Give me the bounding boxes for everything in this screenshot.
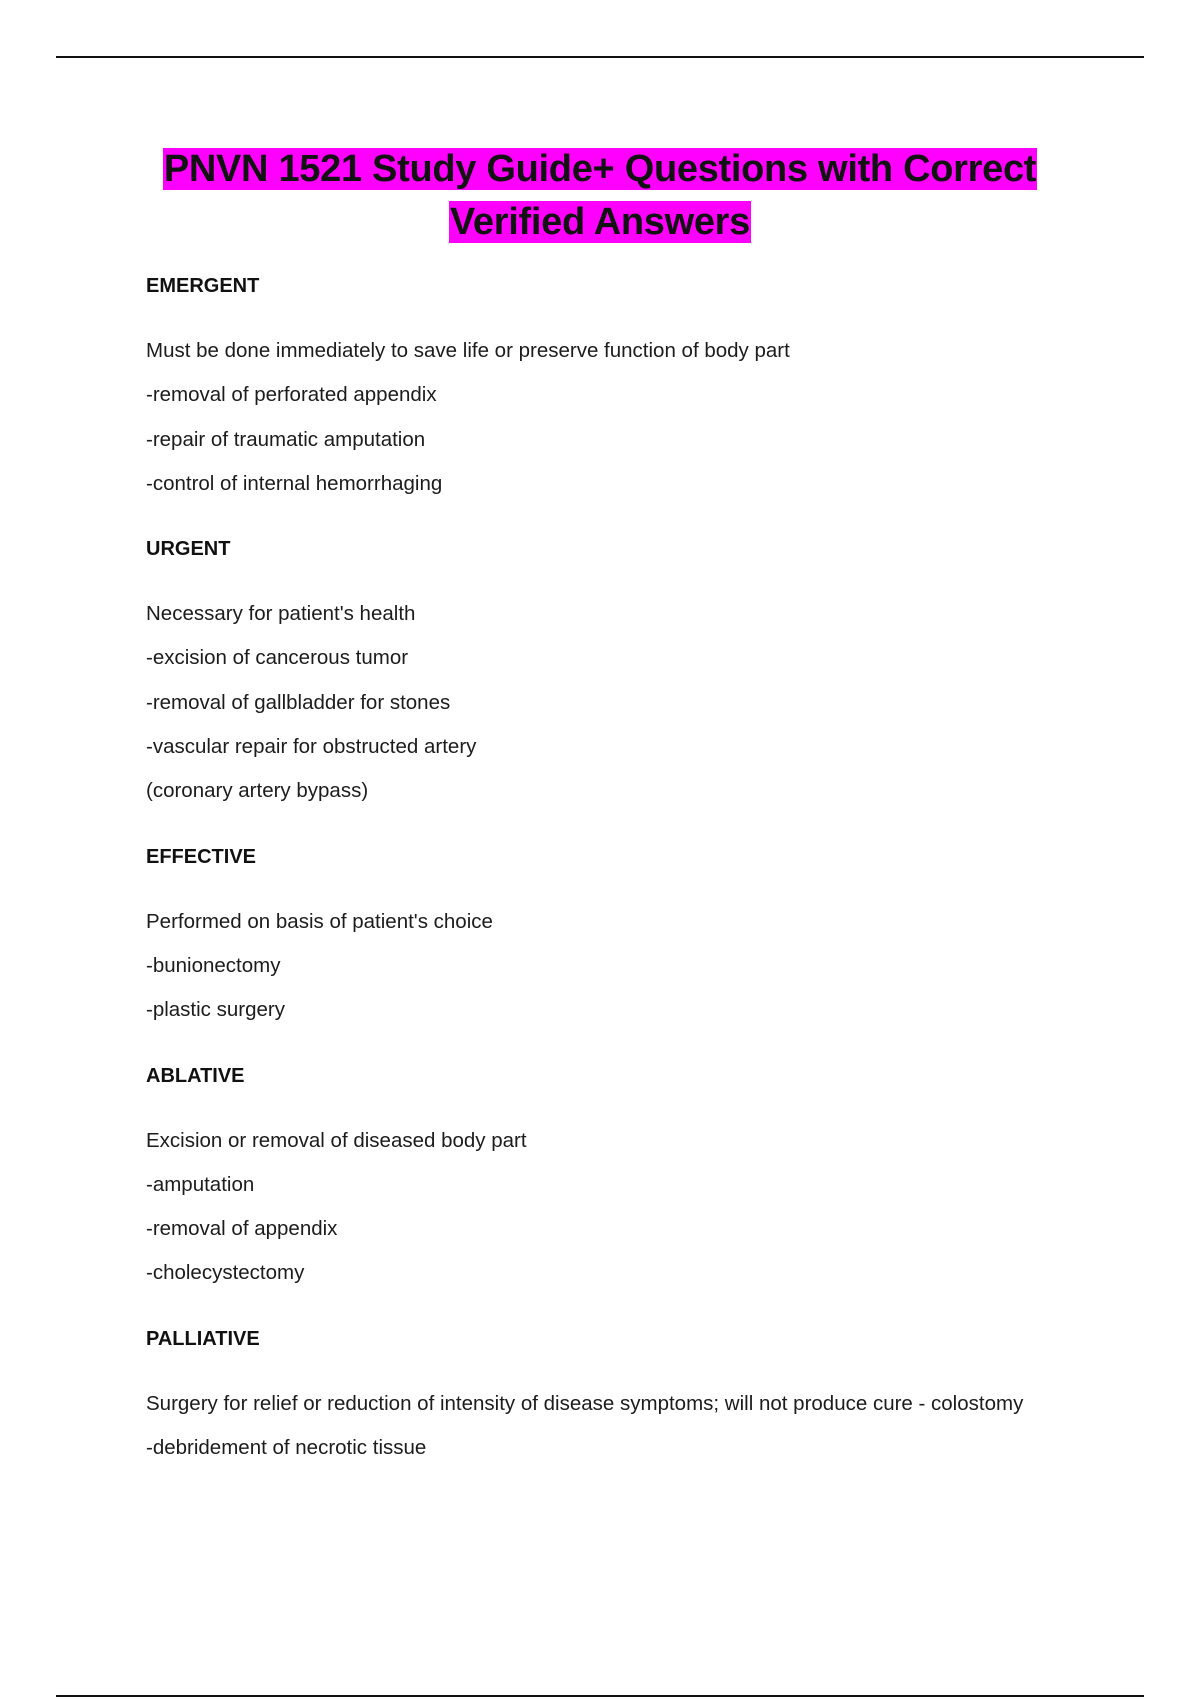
section-line: -excision of cancerous tumor <box>146 646 409 670</box>
section-line: Performed on basis of patient's choice <box>146 909 493 933</box>
section-heading: PALLIATIVE <box>146 1327 260 1350</box>
title-line-2: Verified Answers <box>449 201 751 243</box>
document-body <box>146 268 1066 1471</box>
section-line: -removal of perforated appendix <box>146 383 437 407</box>
section-lines <box>146 592 1066 813</box>
bottom-rule <box>56 1695 1144 1697</box>
section-line: -control of internal hemorrhaging <box>146 471 443 495</box>
section-line: -amputation <box>146 1172 255 1196</box>
section-ablative <box>146 1058 1066 1296</box>
section-line: -bunionectomy <box>146 953 281 977</box>
title-line-1: PNVN 1521 Study Guide+ Questions with Correct <box>163 148 1037 190</box>
section-line: -vascular repair for obstructed artery <box>146 735 477 759</box>
section-emergent <box>146 268 1066 506</box>
top-rule <box>56 56 1144 58</box>
section-heading: EMERGENT <box>146 275 260 297</box>
section-palliative <box>146 1321 1066 1471</box>
section-effective <box>146 839 1066 1033</box>
section-urgent <box>146 531 1066 813</box>
section-paragraph: Surgery for relief or reduction of intensity of disease symptoms; will not produce cure - colostomy -debridement of necrotic tissue <box>146 1391 1024 1460</box>
section-line: -cholecystectomy <box>146 1261 305 1285</box>
section-line: (coronary artery bypass) <box>146 779 369 803</box>
section-heading: ABLATIVE <box>146 1064 245 1087</box>
section-heading: URGENT <box>146 538 231 561</box>
document-title <box>0 143 1200 249</box>
section-line: Excision or removal of diseased body part <box>146 1128 527 1152</box>
section-line: -repair of traumatic amputation <box>146 427 426 451</box>
section-lines <box>146 329 1066 506</box>
section-line: -plastic surgery <box>146 998 285 1022</box>
section-line: Necessary for patient's health <box>146 602 416 626</box>
section-line: -removal of appendix <box>146 1217 338 1241</box>
section-lines <box>146 900 1066 1033</box>
section-line: -removal of gallbladder for stones <box>146 690 451 714</box>
section-line: Must be done immediately to save life or preserve function of body part <box>146 339 790 362</box>
section-lines <box>146 1119 1066 1296</box>
section-heading: EFFECTIVE <box>146 845 257 868</box>
